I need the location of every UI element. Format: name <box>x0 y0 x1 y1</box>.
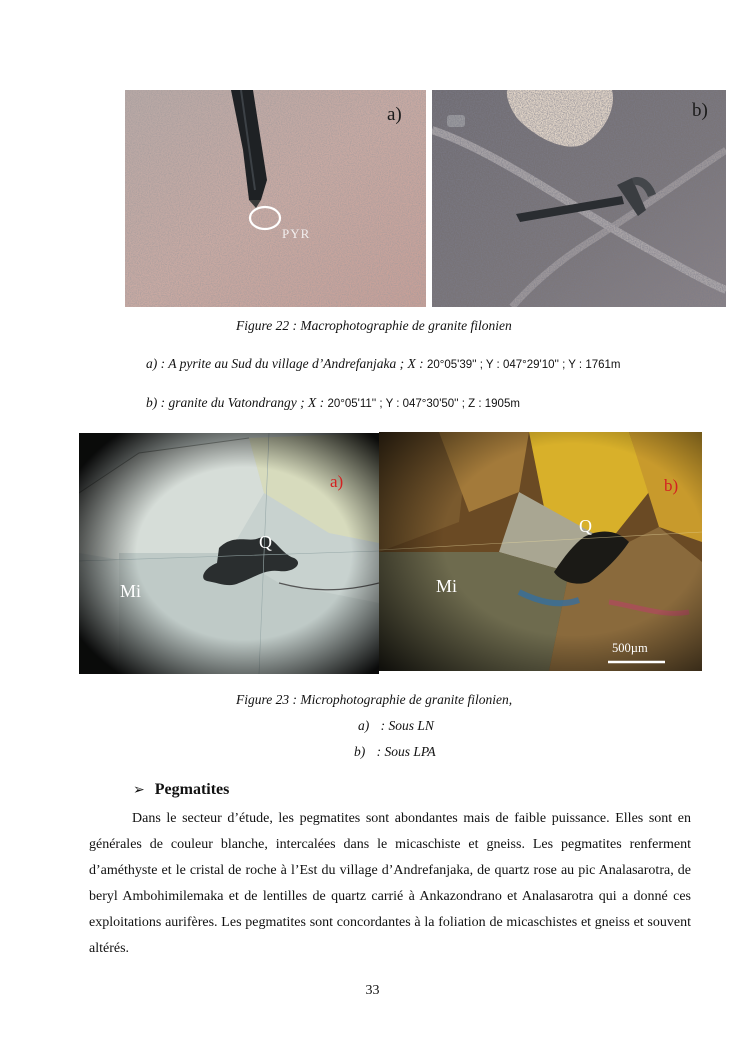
figure22-label-a-text: a) <box>387 104 402 125</box>
section-heading-text: Pegmatites <box>154 781 230 798</box>
figure22-label-b <box>692 100 708 122</box>
bullet-arrow-icon: ➢ <box>133 782 145 798</box>
figure23-label-b <box>664 476 678 496</box>
figure23-sub-b <box>354 744 436 760</box>
figure23-sub-a <box>358 718 434 734</box>
scale-bar-label-text: 500µm <box>612 641 648 655</box>
figure22-caption <box>236 318 512 334</box>
figure23-label-a-text: a) <box>330 472 344 491</box>
figure23-label-b-text: b) <box>664 476 679 495</box>
figure22-line-a-text: a) : A pyrite au Sud du village d’Andrefanjaka ; X : <box>146 356 424 371</box>
scale-bar-label <box>612 641 648 656</box>
figure23-sub-b-text: : Sous LPA <box>376 744 436 759</box>
figure22-line-b-coords: 20°05'11'' ; Y : 047°30'50'' ; Z : 1905m <box>327 398 520 410</box>
section-heading <box>133 781 229 799</box>
figure22-caption-text: Figure 22 : Macrophotographie de granite filonien <box>236 318 512 333</box>
figure23-sub-b-marker: b) <box>354 744 366 759</box>
figure23-sub-a-marker: a) <box>358 718 370 733</box>
figure23-photo-b-mi-text: Mi <box>436 576 458 596</box>
figure22-line-a <box>146 356 620 372</box>
section-paragraph-text: Dans le secteur d’étude, les pegmatites sont abondantes mais de faible puissance. Elles sont en générales de couleur blanche, intercalées dans le micaschiste et gneiss. Les pegmatites renferment d’améthyste et le cristal de roche à l’Est du village d’Andrefanjaka, de quartz rose au pic Analasarotra, de beryl Ambohimilemaka et de lentilles de quartz carrié à Ankazondrano et Analasarotra qui a donné ces exploitations aurifères. Les pegmatites sont concordantes à la foliation de micaschistes et gneiss et souvent altérés. <box>89 811 691 956</box>
page-number-text: 33 <box>365 983 380 998</box>
figure23-photo-a-q-text: Q <box>259 532 272 552</box>
figure23-sub-a-text: : Sous LN <box>380 718 434 733</box>
figure23-photo-b <box>379 432 702 671</box>
figure23-label-a <box>330 472 343 492</box>
figure22-label-a <box>387 104 402 126</box>
figure22-line-b-text: b) : granite du Vatondrangy ; X : <box>146 395 325 410</box>
figure23-photo-b-q-text: Q <box>579 516 592 536</box>
figure23-photo-a-mi <box>120 581 141 602</box>
figure22-photo-a <box>125 90 426 307</box>
figure23-caption-text: Figure 23 : Microphotographie de granite filonien, <box>236 692 513 707</box>
figure23-photo-b-mi <box>436 576 457 597</box>
figure22-line-a-coords: 20°05'39'' ; Y : 047°29'10'' ; Y : 1761m <box>426 359 621 371</box>
page-number <box>0 983 745 999</box>
figure22-photo-b <box>432 90 726 307</box>
figure22-line-b <box>146 395 520 411</box>
figure23-photo-b-q <box>579 516 592 537</box>
figure23-photo-a-mi-text: Mi <box>120 581 142 601</box>
figure22-label-b-text: b) <box>692 100 708 121</box>
figure23-photo-a <box>79 433 379 674</box>
figure23-caption <box>236 692 512 708</box>
figure23-photo-a-q <box>259 532 272 553</box>
pyrite-label-text: PYR <box>282 226 311 241</box>
pyrite-label <box>282 226 310 242</box>
section-paragraph <box>89 806 691 962</box>
